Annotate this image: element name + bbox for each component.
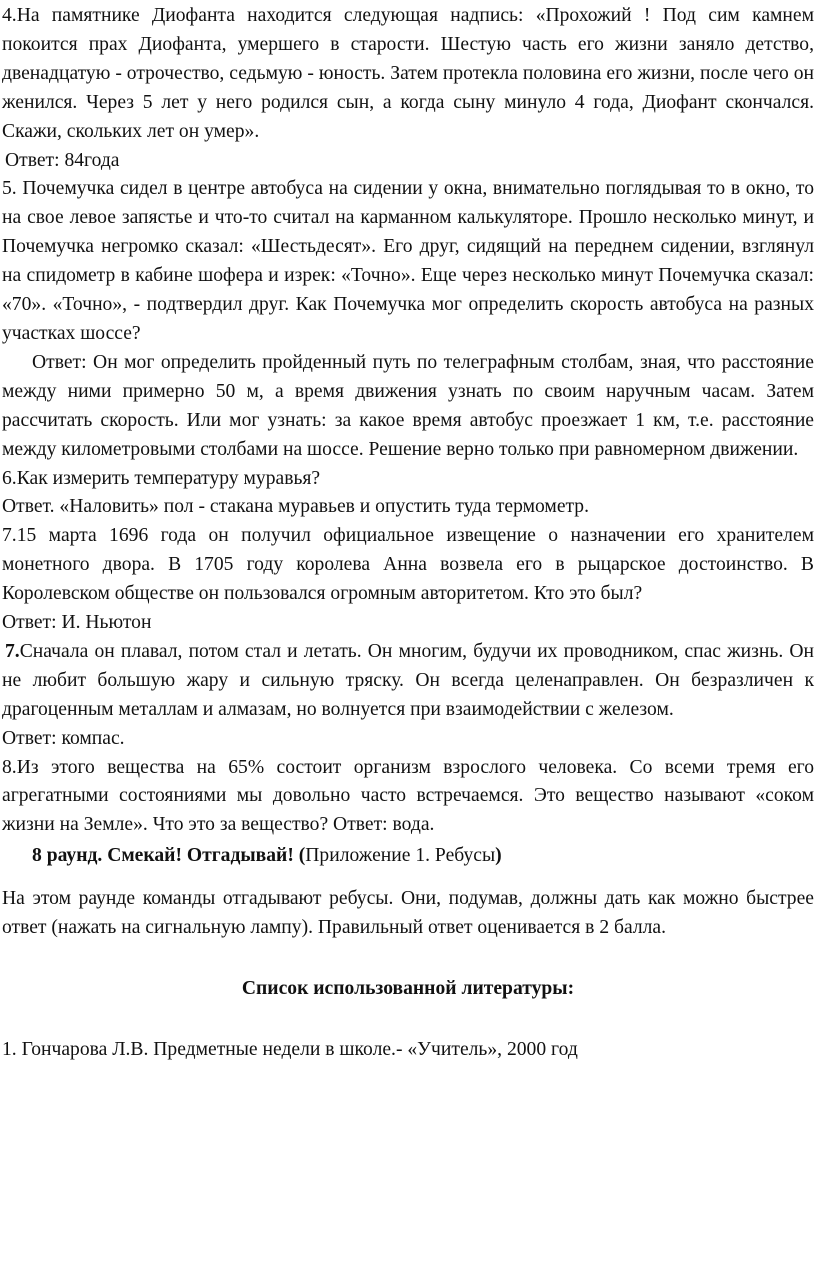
spacer	[2, 1004, 814, 1036]
bibliography-title: Список использованной литературы:	[241, 978, 575, 999]
round-8-heading	[2, 842, 814, 871]
round-8-description: На этом раунде команды отгадывают ребусы. Они, подумав, должны дать как можно быстрее ответ (нажать на сигнальную лампу). Правильный ответ оценивается в 2 балла.	[2, 888, 814, 939]
answer-4: Ответ: 84года	[5, 149, 120, 171]
bibliography-item: 1. Гончарова Л.В. Предметные недели в школе.- «Учитель», 2000 год	[2, 1038, 578, 1060]
question-4: 4.На памятнике Диофанта находится следующая надпись: «Прохожий ! Под сим камнем покоится прах Диофанта, умершего в старости. Шестую часть его жизни заняло детство, двенадцатую - отрочество, седьмую - юность. Затем протекла половина его жизни, после чего он женился. Через 5 лет у него родился сын, а когда сыну минуло 4 года, Диофант скончался. Скажи, скольких лет он умер».	[2, 5, 814, 142]
round-8-heading-close: )	[495, 845, 502, 867]
answer-6: Ответ. «Наловить» пол - стакана муравьев и опустить туда термометр.	[2, 496, 590, 518]
round-8-heading-bold: 8 раунд. Смекай! Отгадывай! (	[32, 845, 306, 867]
answer-7-newton: Ответ: И. Ньютон	[2, 612, 152, 634]
spacer	[2, 943, 814, 975]
question-7-newton: 7.15 марта 1696 года он получил официальное извещение о назначении его хранителем монетного двора. В 1705 году королева Анна возвела его в рыцарское достоинство. В Королевском обществе он пользовался огромным авторитетом. Кто это был?	[2, 525, 814, 605]
question-8: 8.Из этого вещества на 65% состоит организм взрослого человека. Со всеми тремя его агрегатными состояниями мы довольно часто встречаемся. Это вещество называют «соком жизни на Земле». Что это за вещество? Ответ: вода.	[2, 756, 814, 836]
answer-7-compass: Ответ: компас.	[2, 727, 125, 749]
answer-5: Ответ: Он мог определить пройденный путь по телеграфным столбам, зная, что расстояние между ними примерно 50 м, а время движения узнать по своим наручным часам. Затем рассчитать скорость. Или мог узнать: за какое время автобус проезжает 1 км, т.е. расстояние между километровыми столбами на шоссе. Решение верно только при равномерном движении.	[2, 351, 814, 460]
question-7-compass-text: Сначала он плавал, потом стал и летать. Он многим, будучи их проводником, спас жизнь. Он не любит большую жару и сильную тряску. Он всегда целенаправлен. Он безразличен к драгоценным металлам и алмазам, но волнуется при взаимодействии с железом.	[2, 640, 814, 720]
question-7-compass	[2, 638, 814, 725]
spacer	[2, 871, 814, 885]
question-6: 6.Как измерить температуру муравья?	[2, 467, 321, 489]
question-5: 5. Почемучка сидел в центре автобуса на сидении у окна, внимательно поглядывая то в окно, то на свое левое запястье и что-то считал на карманном калькуляторе. Прошло несколько минут, и Почемучка негромко сказал: «Шестьдесят». Его друг, сидящий на переднем сидении, взглянул на спидометр в кабине шофера и изрек: «Точно». Еще через несколько минут Почемучка сказал: «70». «Точно», - подтвердил друг. Как Почемучка мог определить скорость автобуса на разных участках шоссе?	[2, 178, 814, 344]
question-7-number: 7.	[5, 640, 20, 662]
round-8-heading-appendix: Приложение 1. Ребусы	[305, 845, 496, 867]
